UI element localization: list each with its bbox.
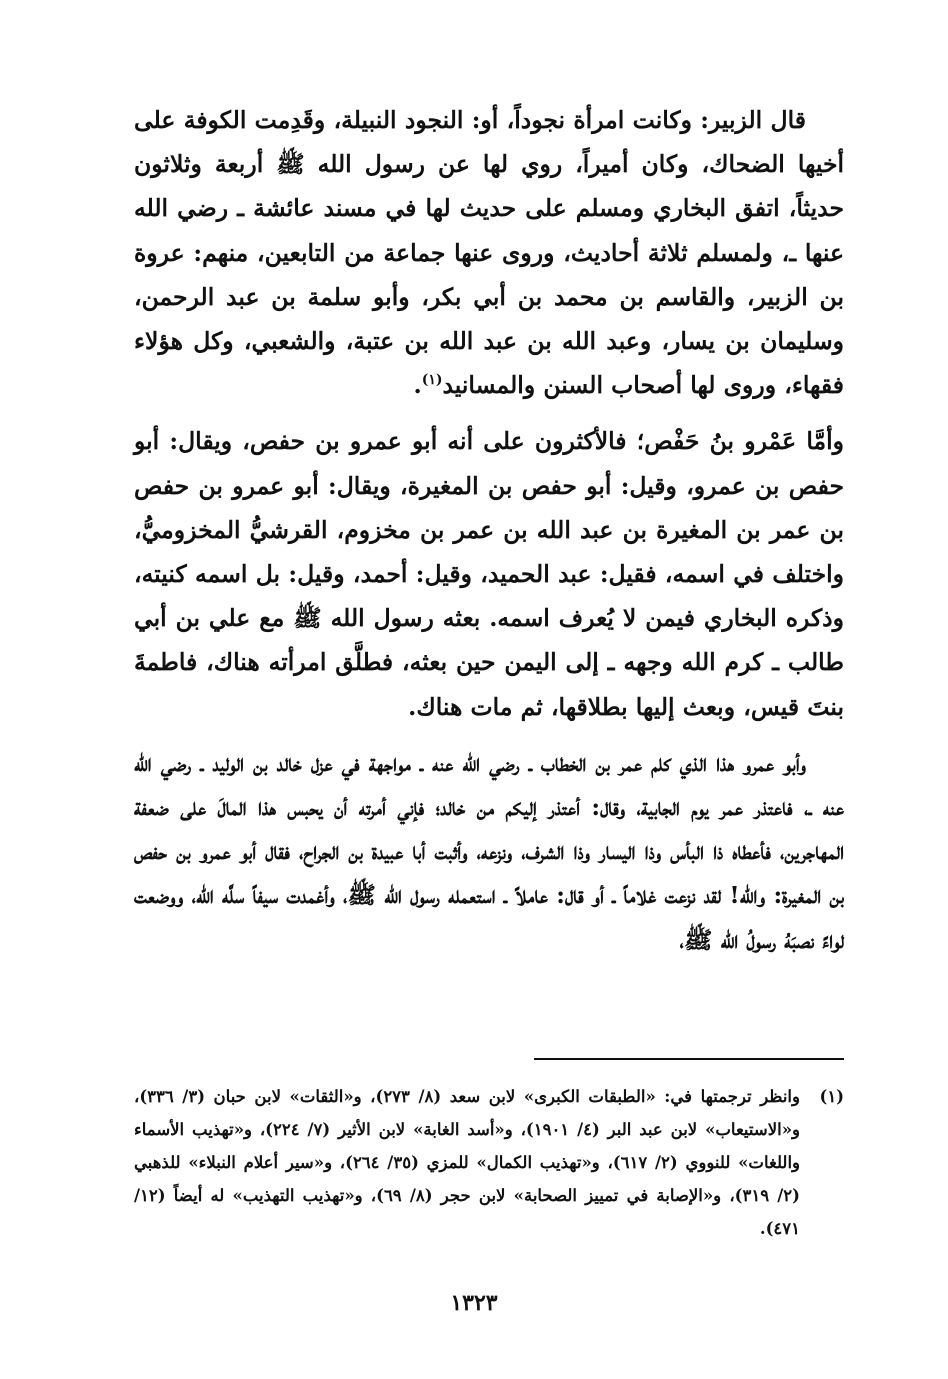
- main-text: [134, 98, 844, 962]
- footnote-text: وانظر ترجمتها في: «الطبقات الكبرى» لابن سعد (٨/ ٢٧٣)، و«الثقات» لابن حبان (٣/ ٣٣٦)، و«الاستيعاب» لابن عبد البر (٤/ ١٩٠١)، و«أسد الغابة» لابن الأثير (٧/ ٢٢٤)، و«تهذيب الأسماء واللغات» للنووي (٢/ ٦١٧)، و«تهذيب الكمال» للمزي (٣٥/ ٢٦٤)، و«سير أعلام النبلاء» للذهبي (٢/ ٣١٩)، و«الإصابة في تمييز الصحابة» لابن حجر (٨/ ٦٩)، و«تهذيب التهذيب» له أيضاً (١٢/ ٤٧١).: [134, 1087, 800, 1238]
- footnote-divider: [534, 1058, 844, 1060]
- footnote-reference[interactable]: (١): [421, 372, 443, 389]
- paragraph-1-end: .: [413, 371, 422, 400]
- paragraph-1: [134, 98, 844, 407]
- footnote: [134, 1080, 844, 1245]
- paragraph-1-text: قال الزبير: وكانت امرأة نجوداً، أو: النجود النبيلة، وقَدِمت الكوفة على أخيها الضحاك، وكان أميراً، روي لها عن رسول الله ﷺ أربعة وثلاثون حديثاً، اتفق البخاري ومسلم على حديث لها في مسند عائشة ـ رضي الله عنها ـ، ولمسلم ثلاثة أحاديث، وروى عنها جماعة من التابعين، منهم: عروة بن الزبير، والقاسم بن محمد بن أبي بكر، وأبو سلمة بن عبد الرحمن، وسليمان بن يسار، وعبد الله بن عبد الله بن عتبة، والشعبي، وكل هؤلاء فقهاء، وروى لها أصحاب السنن والمسانيد: [134, 106, 844, 400]
- paragraph-2: [134, 419, 844, 728]
- footnote-number: (١): [819, 1087, 844, 1106]
- entry-heading: وأمَّا عَمْرو بنُ حَفْص؛: [636, 427, 844, 456]
- paragraph-2-text: فالأكثرون على أنه أبو عمرو بن حفص، ويقال: أبو حفص بن عمرو، وقيل: أبو حفص بن المغيرة، ويقال: أبو عمرو بن حفص بن عمر بن المغيرة بن عبد الله بن عمر بن مخزوم، القرشيُّ المخزوميُّ، واختلف في اسمه، فقيل: عبد الحميد، وقيل: أحمد، وقيل: بل اسمه كنيته، وذكره البخاري فيمن لا يُعرف اسمه. بعثه رسول الله ﷺ مع علي بن أبي طالب ـ كرم الله وجهه ـ إلى اليمن حين بعثه، فطلَّق امرأته هناك، فاطمةَ بنتَ قيس، وبعث إليها بطلاقها، ثم مات هناك.: [134, 427, 844, 721]
- page-number: ١٣٢٣: [450, 1290, 498, 1316]
- paragraph-3: وأبو عمرو هذا الذي كلم عمر بن الخطاب ـ رضي الله عنه ـ مواجهة في عزل خالد بن الوليد ـ رضي الله عنه ـ، فاعتذر عمر يوم الجابية، وقال: أعتذر إليكم من خالد؛ فإني أمرته أن يحبس هذا المالَ على ضعفة المهاجرين، فأعطاه ذا البأس وذا اليسار وذا الشرف، ونزعه، وأثبت أبا عبيدة بن الجراح، فقال أبو عمرو بن حفص بن المغيرة: والله! لقد نزعت غلاماً ـ أو قال: عاملاً ـ استعمله رسول الله ﷺ، وأغمدت سيفاً سلَّه الله، ووضعت لواءً نصبَهُ رسولُ الله ﷺ،: [134, 748, 844, 954]
